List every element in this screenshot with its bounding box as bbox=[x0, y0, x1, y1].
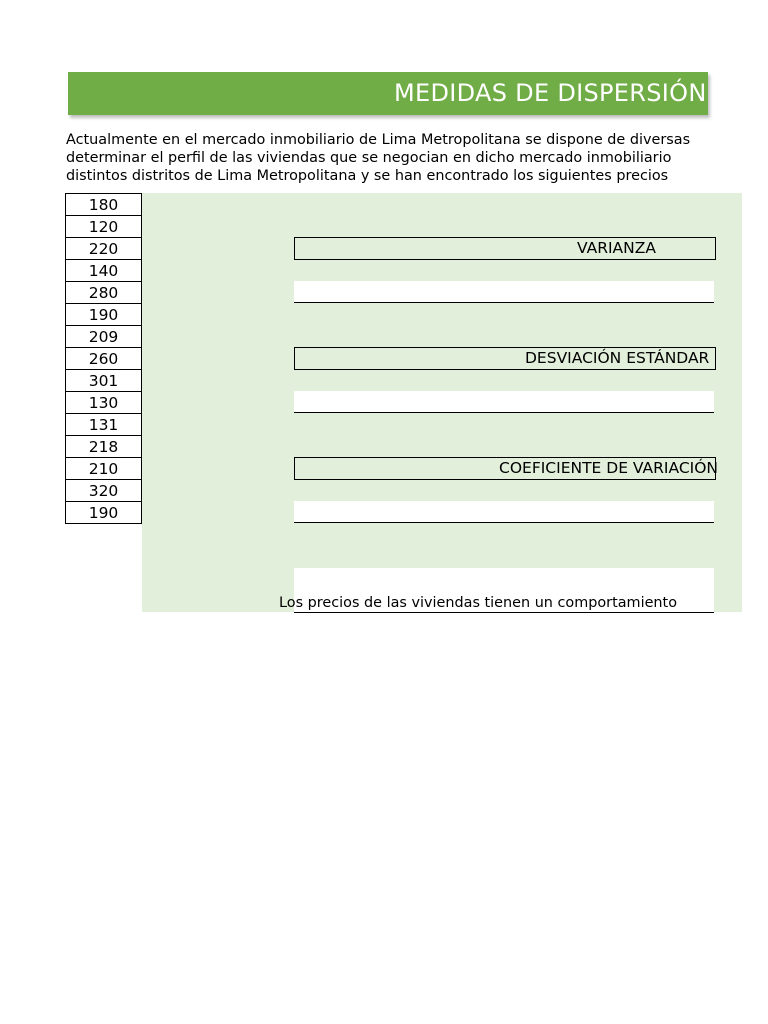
desviacion-answer-cell[interactable] bbox=[294, 391, 714, 413]
conclusion-cell[interactable] bbox=[279, 568, 714, 613]
price-cell[interactable]: 260 bbox=[66, 348, 142, 370]
table-row bbox=[66, 194, 142, 216]
price-cell[interactable]: 320 bbox=[66, 480, 142, 502]
intro-line: distintos distritos de Lima Metropolitana y se han encontrado los siguientes precios bbox=[66, 168, 669, 184]
price-cell[interactable]: 218 bbox=[66, 436, 142, 458]
sheet-title: MEDIDAS DE DISPERSIÓN bbox=[394, 79, 707, 107]
desviacion-label-box bbox=[294, 347, 716, 370]
coeficiente-label-box bbox=[294, 457, 719, 480]
table-row bbox=[66, 392, 142, 414]
table-row bbox=[66, 502, 142, 524]
table-row bbox=[66, 436, 142, 458]
table-row bbox=[66, 348, 142, 370]
prices-table bbox=[65, 193, 142, 524]
varianza-answer-cell[interactable] bbox=[294, 281, 714, 303]
table-row bbox=[66, 480, 142, 502]
table-row bbox=[66, 238, 142, 260]
intro-paragraph bbox=[66, 131, 690, 185]
table-row bbox=[66, 326, 142, 348]
price-cell[interactable]: 190 bbox=[66, 304, 142, 326]
price-cell[interactable]: 130 bbox=[66, 392, 142, 414]
price-cell[interactable]: 301 bbox=[66, 370, 142, 392]
table-row bbox=[66, 216, 142, 238]
price-cell[interactable]: 209 bbox=[66, 326, 142, 348]
conclusion-text: Los precios de las viviendas tienen un comportamiento bbox=[279, 595, 677, 611]
table-row bbox=[66, 304, 142, 326]
table-row bbox=[66, 260, 142, 282]
coeficiente-answer-cell[interactable] bbox=[294, 501, 714, 523]
table-row bbox=[66, 282, 142, 304]
table-row bbox=[66, 414, 142, 436]
table-row bbox=[66, 370, 142, 392]
intro-line: determinar el perfil de las viviendas que se negocian en dicho mercado inmobiliario bbox=[66, 150, 672, 166]
price-cell[interactable]: 131 bbox=[66, 414, 142, 436]
price-cell[interactable]: 280 bbox=[66, 282, 142, 304]
table-row bbox=[66, 458, 142, 480]
price-cell[interactable]: 220 bbox=[66, 238, 142, 260]
price-cell[interactable]: 140 bbox=[66, 260, 142, 282]
varianza-label: VARIANZA bbox=[577, 239, 656, 257]
price-cell[interactable]: 210 bbox=[66, 458, 142, 480]
price-cell[interactable]: 190 bbox=[66, 502, 142, 524]
desviacion-label: DESVIACIÓN ESTÁNDAR bbox=[525, 349, 710, 367]
intro-line: Actualmente en el mercado inmobiliario de Lima Metropolitana se dispone de diversas bbox=[66, 132, 691, 148]
price-cell[interactable]: 120 bbox=[66, 216, 142, 238]
price-cell[interactable]: 180 bbox=[66, 194, 142, 216]
coeficiente-label: COEFICIENTE DE VARIACIÓN bbox=[499, 459, 719, 477]
varianza-label-box bbox=[294, 237, 716, 260]
